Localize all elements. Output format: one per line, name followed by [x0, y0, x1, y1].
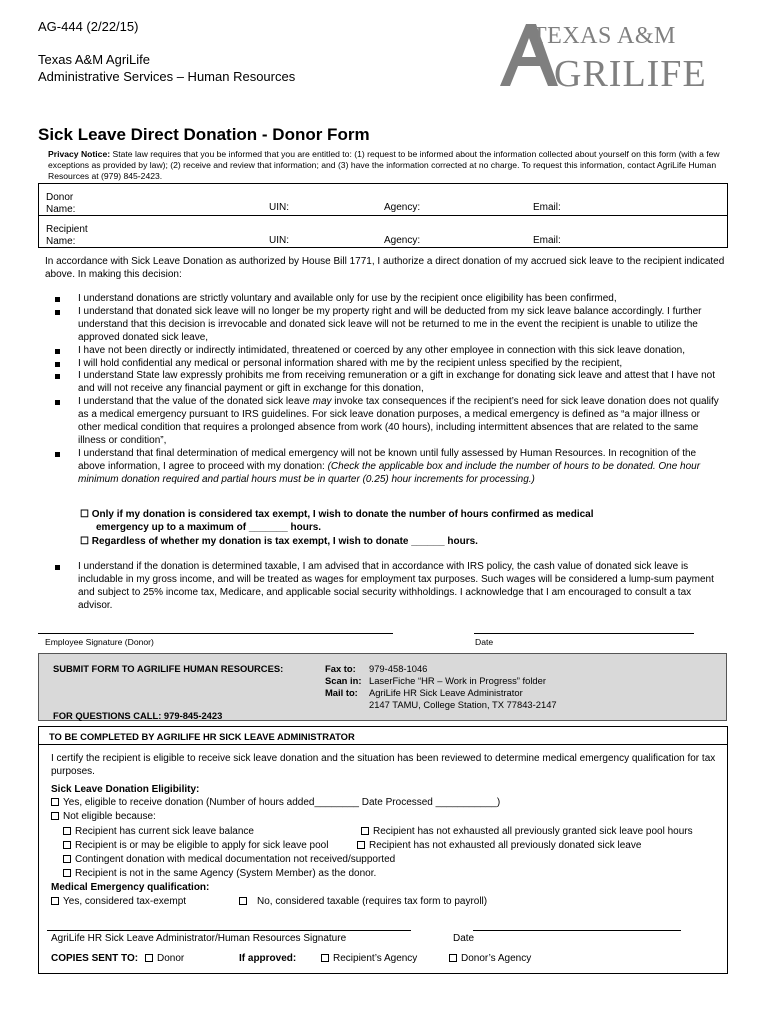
checkbox-icon	[51, 812, 59, 820]
tax-exempt-label: Yes, considered tax-exempt	[63, 896, 187, 907]
checkbox-icon	[145, 954, 153, 962]
recipient-row	[39, 216, 727, 248]
checkbox-icon	[449, 954, 457, 962]
bullet-icon	[55, 452, 60, 457]
list-item	[52, 448, 724, 487]
term-instruction: (Check the applicable box and include the number of hours to be donated. One hour minimum donation required and partial hours must be in quarter (0.25) hour increments for processing.)	[78, 460, 701, 485]
admin-date-line[interactable]	[473, 930, 681, 931]
copies-sent-label: COPIES SENT TO:	[51, 953, 139, 964]
recipient-agency-label: Recipient’s Agency	[333, 953, 418, 964]
reason-pool-eligible-checkbox[interactable]	[63, 840, 328, 851]
term-text: I have not been directly or indirectly intimidated, threatened or coerced by any other employee in connection with this sick leave donation,	[78, 344, 686, 356]
admin-date-label: Date	[453, 933, 475, 944]
reason-label: Recipient is not in the same Agency (System Member) as the donor.	[75, 868, 377, 879]
checkbox-icon	[361, 827, 369, 835]
intro-paragraph: In accordance with Sick Leave Donation as authorized by House Bill 1771, I authorize a direct donation of my accrued sick leave to the recipient indicated above. In making this decision:	[45, 256, 725, 280]
checkbox-icon	[51, 897, 59, 905]
reason-current-balance-checkbox[interactable]	[63, 826, 254, 837]
not-eligible-label: Not eligible because:	[63, 811, 156, 822]
hr-admin-heading: TO BE COMPLETED BY AGRILIFE HR SICK LEAVE ADMINISTRATOR	[39, 727, 727, 745]
recipient-uin-field[interactable]: UIN:	[269, 235, 289, 246]
checkbox-icon	[63, 841, 71, 849]
questions-phone: FOR QUESTIONS CALL: 979-845-2423	[53, 710, 223, 721]
donor-name-label[interactable]: Name:	[46, 204, 76, 215]
list-item	[52, 345, 724, 358]
recipient-label	[46, 224, 88, 248]
yes-eligible-label: Yes, eligible to receive donation (Number of hours added________ Date Processed ___________)	[63, 797, 501, 808]
reason-label: Recipient has not exhausted all previously granted sick leave pool hours	[373, 826, 693, 837]
option1-line1: ☐ Only if my donation is considered tax exempt, I wish to donate the number of hours confirmed as medical	[80, 509, 594, 520]
donor-agency-label: Donor’s Agency	[461, 953, 532, 964]
checkbox-icon	[321, 954, 329, 962]
term-text: I understand State law expressly prohibits me from receiving remuneration or a gift in exchange for donating sick leave and attest that I have not and will not receive any financial payment or gift in exchange for this donation,	[78, 370, 716, 395]
yes-eligible-checkbox[interactable]	[51, 797, 500, 808]
recipient-email-field[interactable]: Email:	[533, 235, 561, 246]
mail-value-line2: 2147 TAMU, College Station, TX 77843-2147	[369, 699, 557, 710]
scan-value: LaserFiche “HR – Work in Progress” folder	[369, 675, 546, 686]
checkbox-icon	[63, 855, 71, 863]
svg-text:TEXAS A&M: TEXAS A&M	[532, 23, 676, 49]
donor-email-field[interactable]: Email:	[533, 202, 561, 213]
copy-donor-label: Donor	[157, 953, 185, 964]
medical-heading: Medical Emergency qualification:	[51, 882, 210, 893]
bullet-icon	[55, 297, 60, 302]
bullet-icon	[55, 349, 60, 354]
reason-label: Contingent donation with medical documentation not received/supported	[75, 854, 396, 865]
eligibility-heading: Sick Leave Donation Eligibility:	[51, 784, 200, 795]
mail-value-line1: AgriLife HR Sick Leave Administrator	[369, 687, 523, 698]
term-text: I understand donations are strictly voluntary and available only for use by the recipient once eligibility has been confirmed,	[78, 293, 617, 304]
submit-instructions-box	[38, 653, 727, 721]
taxable-checkbox[interactable]	[239, 896, 487, 907]
name-grid	[38, 183, 728, 248]
copy-donor-agency-checkbox[interactable]	[449, 953, 531, 964]
privacy-notice	[48, 149, 723, 183]
certify-text: I certify the recipient is eligible to receive sick leave donation and the situation has been reviewed to determine medical emergency qualification for tax purposes.	[51, 753, 716, 777]
privacy-label: Privacy Notice:	[48, 149, 111, 159]
checkbox-icon	[357, 841, 365, 849]
reason-label: Recipient has not exhausted all previously donated sick leave	[369, 840, 642, 851]
copy-donor-checkbox[interactable]	[145, 953, 184, 964]
term-text: I will hold confidential any medical or personal information shared with me by the recipient unless specified by the recipient,	[78, 357, 623, 369]
list-item	[52, 561, 724, 613]
term-text: I understand if the donation is determined taxable, I am advised that in accordance with IRS policy, the cash value of donated sick leave is includable in my gross income, and will be treated as wages for employment tax purposes. Such wages will be considered a lump-sum payment and subject to 25% income tax, Medicare, and applicable social security withholdings. I acknowledge that I am encouraged to consult a tax advisor.	[78, 561, 714, 611]
fax-value: 979-458-1046	[369, 663, 428, 674]
signature-date-label: Date	[475, 637, 494, 647]
option1-line2: emergency up to a maximum of _______ hours.	[96, 522, 322, 533]
donor-uin-field[interactable]: UIN:	[269, 202, 289, 213]
reason-pool-hours-checkbox[interactable]	[361, 826, 693, 837]
agrilife-logo	[496, 16, 728, 90]
checkbox-icon	[239, 897, 247, 905]
reason-contingent-checkbox[interactable]	[63, 854, 395, 865]
list-item	[52, 370, 724, 396]
org-department: Administrative Services – Human Resources	[38, 69, 296, 84]
terms-list	[52, 293, 724, 487]
fax-label: Fax to:	[325, 663, 356, 674]
bullet-icon	[55, 362, 60, 367]
checkbox-icon	[63, 827, 71, 835]
form-title: Sick Leave Direct Donation - Donor Form	[38, 125, 370, 144]
privacy-text: State law requires that you be informed that you are entitled to: (1) request to be informed about the information collected about yourself on this form (with a few exceptions as provided by law); (2) receive and review that information; and (3) have the information corrected at no charge. To request this information, contact AgriLife Human Resources at (979) 845-2423.	[48, 149, 720, 182]
hr-admin-section	[38, 726, 728, 974]
term-text: I understand that final determination of medical emergency will not be known until fully assessed by Human Resources. In recognition of the above information, I agree to proceed with my donation:	[78, 447, 697, 472]
term-emphasis: may	[312, 396, 332, 408]
list-item	[52, 358, 724, 371]
signature-line[interactable]	[38, 633, 393, 634]
checkbox-icon	[51, 798, 59, 806]
option-tax-exempt-only[interactable]	[80, 508, 720, 534]
donor-row	[39, 184, 727, 216]
if-approved-label: If approved:	[239, 953, 297, 964]
reason-agency-checkbox[interactable]	[63, 868, 376, 879]
recipient-agency-field[interactable]: Agency:	[384, 235, 421, 246]
term-text-cont: invoke tax consequences if the recipient’s need for sick leave donation does not qualify as a medical emergency pursuant to IRS guidelines. For sick leave donation purposes, a medical emergency is defined as “a major illness or other medical condition that requires a prolonged absence from work (40 hours), including intermittent absences that are related to the same illness or condition”,	[78, 396, 719, 446]
bullet-icon	[55, 374, 60, 379]
form-number: AG-444 (2/22/15)	[38, 19, 139, 34]
reason-label: Recipient is or may be eligible to apply for sick leave pool	[75, 840, 329, 851]
donor-label-line1: Donor	[46, 192, 74, 203]
list-item	[52, 306, 724, 345]
terms-list-2	[52, 561, 724, 613]
option-regardless[interactable]: ☐ Regardless of whether my donation is tax exempt, I wish to donate ______ hours.	[80, 536, 478, 547]
taxable-label: No, considered taxable (requires tax form to payroll)	[257, 896, 488, 907]
term-text: I understand that the value of the donated sick leave	[78, 396, 313, 408]
reason-donated-leave-checkbox[interactable]	[357, 840, 641, 851]
date-line[interactable]	[474, 633, 694, 634]
bullet-icon	[55, 310, 60, 315]
scan-label: Scan in:	[325, 675, 362, 686]
mail-label: Mail to:	[325, 687, 358, 698]
list-item	[52, 293, 724, 306]
bullet-icon	[55, 565, 60, 570]
recipient-name-label[interactable]: Name:	[46, 236, 76, 247]
submit-label: SUBMIT FORM TO AGRILIFE HUMAN RESOURCES:	[53, 663, 284, 674]
svg-text:GRILIFE: GRILIFE	[554, 53, 707, 90]
org-name: Texas A&M AgriLife	[38, 52, 150, 67]
donor-agency-field[interactable]: Agency:	[384, 202, 421, 213]
checkbox-icon	[63, 869, 71, 877]
tax-exempt-checkbox[interactable]	[51, 896, 186, 907]
admin-signature-line[interactable]	[47, 930, 411, 931]
donor-label	[46, 192, 75, 216]
admin-signature-label: AgriLife HR Sick Leave Administrator/Human Resources Signature	[51, 933, 347, 944]
reason-label: Recipient has current sick leave balance	[75, 826, 254, 837]
employee-signature-label: Employee Signature (Donor)	[45, 637, 154, 647]
term-text: I understand that donated sick leave will no longer be my property right and will be deducted from my sick leave balance accordingly. I further understand that this decision is irrevocable and donated sick leave will not be returned to me in the event the recipient is unable to utilize the approved donated sick leave,	[78, 305, 702, 343]
bullet-icon	[55, 400, 60, 405]
list-item	[52, 396, 724, 448]
copy-recipient-agency-checkbox[interactable]	[321, 953, 417, 964]
not-eligible-checkbox[interactable]	[51, 811, 156, 822]
recipient-label-line1: Recipient	[46, 224, 88, 235]
